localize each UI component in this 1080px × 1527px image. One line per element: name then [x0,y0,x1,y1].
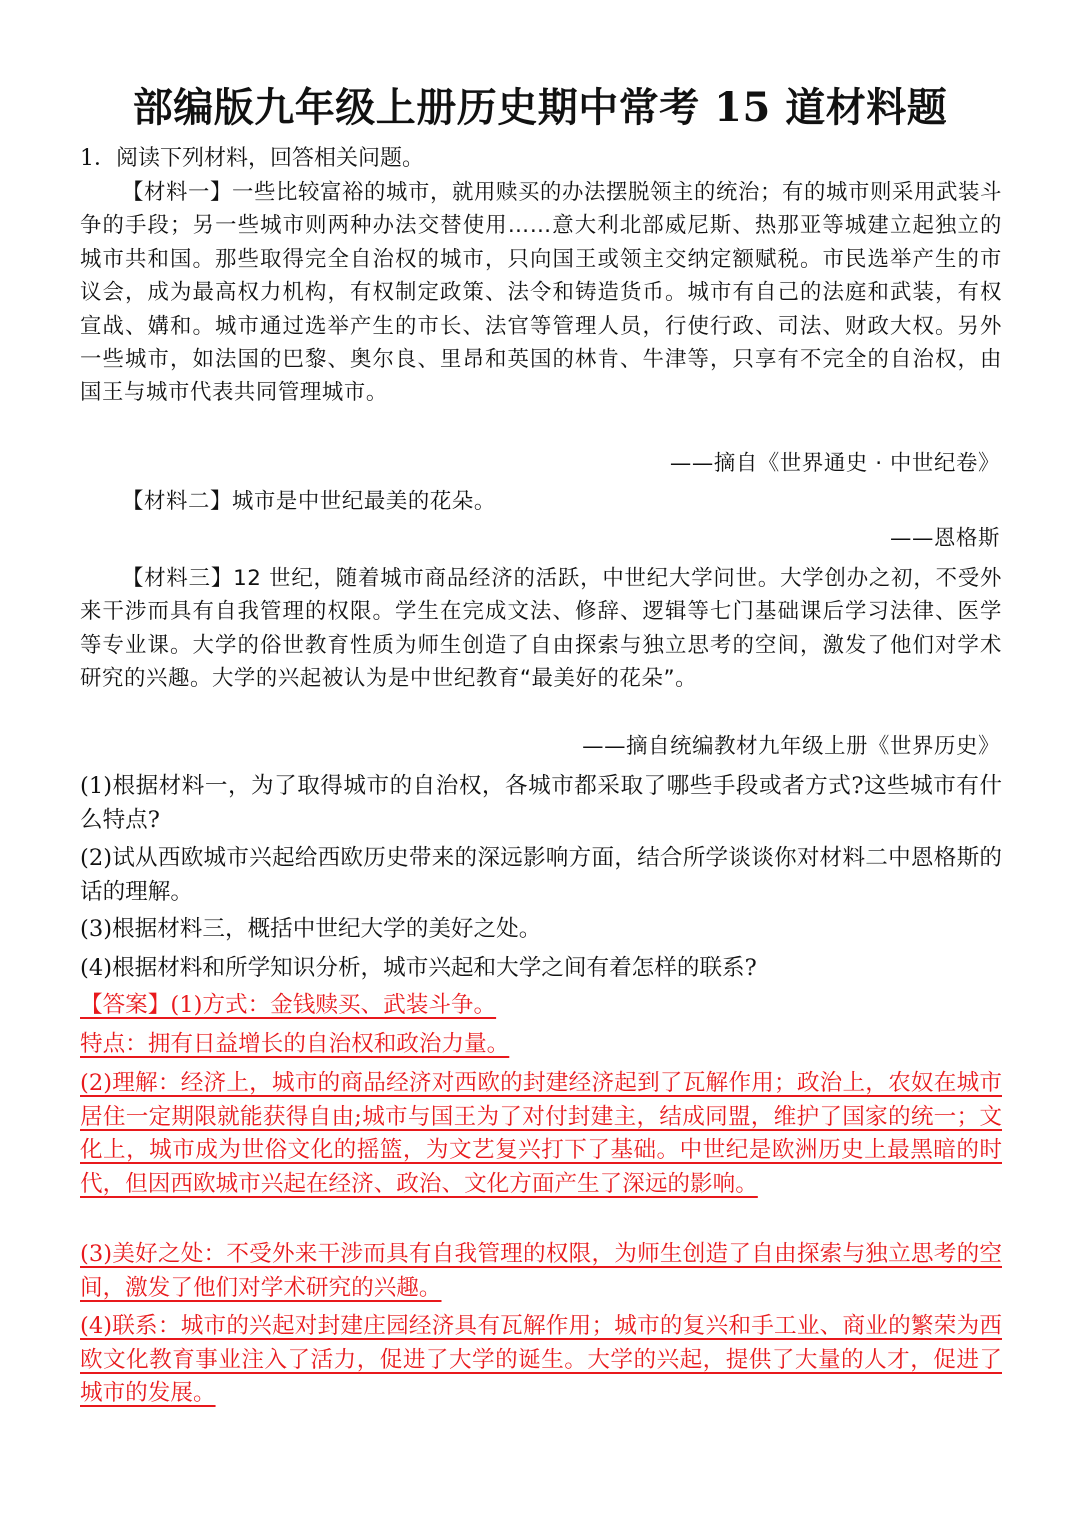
page-title: 部编版九年级上册历史期中常考 15 道材料题 [132,84,948,131]
answer-2-text: (2)理解：经济上，城市的商品经济对西欧的封建经济起到了瓦解作用；政治上，农奴在城市居住一定期限就能获得自由;城市与国王为了对付封建主，结成同盟，维护了国家的统一；文化上，城市成为世俗文化的摇篮，为文艺复兴打下了基础。中世纪是欧洲历史上最黑暗的时代，但因西欧城市兴起在经济、政治、文化方面产生了深远的影响。 [80,1070,1002,1197]
material-one: 【材料一】一些比较富裕的城市，就用赎买的办法摆脱领主的统治；有的城市则采用武装斗争的手段；另一些城市则两种办法交替使用……意大利北部威尼斯、热那亚等城建立起独立的城市共和国。那些取得完全自治权的城市，只向国王或领主交纳定额赋税。市民选举产生的市议会，成为最高权力机构，有权制定政策、法令和铸造货币。城市有自己的法庭和武装，有权宣战、媾和。城市通过选举产生的市长、法官等管理人员，行使行政、司法、财政大权。另外一些城市，如法国的巴黎、奥尔良、里昂和英国的林肯、牛津等，只享有不完全的自治权，由国王与城市代表共同管理城市。 [80,180,1002,406]
material-two: 【材料二】城市是中世纪最美的花朵。 [122,489,496,514]
answer-3 [80,1238,1002,1305]
answer-2 [80,1067,1002,1201]
material-three-source: ——摘自统编教材九年级上册《世界历史》 [582,734,1000,759]
answer-1 [80,989,1002,1023]
question-1: (1)根据材料一，为了取得城市的自治权，各城市都采取了哪些手段或者方式?这些城市有什么特点? [80,773,1002,833]
question-2: (2)试从西欧城市兴起给西欧历史带来的深远影响方面，结合所学谈谈你对材料二中恩格斯的话的理解。 [80,845,1002,905]
question-heading: 1．阅读下列材料，回答相关问题。 [80,146,424,171]
answer-4 [80,1310,1002,1411]
material-three: 【材料三】12 世纪，随着城市商品经济的活跃，中世纪大学问世。大学创办之初，不受外来干涉而具有自我管理的权限。学生在完成文法、修辞、逻辑等七门基础课后学习法律、医学等专业课。大学的俗世教育性质为师生创造了自由探索与独立思考的空间，激发了他们对学术研究的兴趣。大学的兴起被认为是中世纪教育“最美好的花朵”。 [80,566,1002,692]
answer-4-text: (4)联系：城市的兴起对封建庄园经济具有瓦解作用；城市的复兴和手工业、商业的繁荣为西欧文化教育事业注入了活力，促进了大学的诞生。大学的兴起，提供了大量的人才，促进了城市的发展。 [80,1313,1002,1406]
material-one-source: ——摘自《世界通史 · 中世纪卷》 [669,451,1000,476]
question-3: (3)根据材料三，概括中世纪大学的美好之处。 [80,916,542,942]
answer-1-features [80,1028,1002,1062]
answer-1-features-text: 特点：拥有日益增长的自治权和政治力量。 [80,1031,510,1057]
material-two-source: ——恩格斯 [890,526,1000,551]
question-4: (4)根据材料和所学知识分析，城市兴起和大学之间有着怎样的联系? [80,955,757,981]
answer-1-text: 【答案】(1)方式：金钱赎买、武装斗争。 [80,992,497,1018]
answer-3-text: (3)美好之处：不受外来干涉而具有自我管理的权限，为师生创造了自由探索与独立思考的空间，激发了他们对学术研究的兴趣。 [80,1241,1002,1301]
